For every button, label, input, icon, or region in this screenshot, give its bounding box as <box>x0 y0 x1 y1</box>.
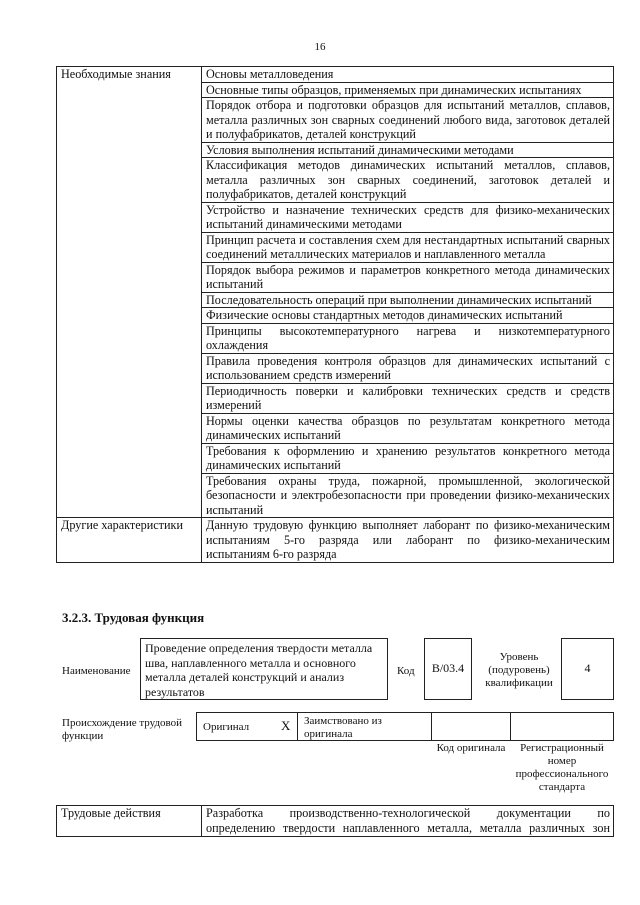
knowledge-label: Необходимые знания <box>57 67 202 518</box>
name-value: Проведение определения твердости металла шва, наплавленного металла и основного металла деталей конструкций и анализ результатов <box>145 641 373 699</box>
knowledge-item: Условия выполнения испытаний динамическими методами <box>202 142 614 158</box>
page-number: 16 <box>314 41 326 53</box>
knowledge-item: Физические основы стандартных методов динамических испытаний <box>202 308 614 324</box>
table-row <box>57 806 614 837</box>
knowledge-item: Требования к оформлению и хранению результатов конкретного метода динамических испытаний <box>202 443 614 473</box>
origin-label: Происхождение трудовой функции <box>62 717 183 742</box>
knowledge-item: Основы металловедения <box>202 67 614 83</box>
name-label: Наименование <box>62 665 131 677</box>
actions-table <box>56 805 614 837</box>
code-box <box>424 638 472 700</box>
borrowed-box <box>297 712 432 741</box>
name-box <box>140 638 388 700</box>
knowledge-item: Нормы оценки качества образцов по результатам конкретного метода динамических испытаний <box>202 413 614 443</box>
knowledge-item: Принцип расчета и составления схем для нестандартных испытаний сварных соединений металлических материалов и наплавленного металла <box>202 232 614 262</box>
knowledge-item: Порядок отбора и подготовки образцов для испытаний металлов, сплавов, металла различных зон сварных соединений любого вида, заготовок деталей и полуфабрикатов, деталей конструкций <box>202 98 614 143</box>
knowledge-item: Классификация методов динамических испытаний металлов, сплавов, металла различных зон сварных соединений, заготовок деталей и полуфабрикатов, деталей конструкций <box>202 158 614 203</box>
section-title: 3.2.3. Трудовая функция <box>62 610 205 625</box>
table-row <box>57 518 614 563</box>
knowledge-item: Принципы высокотемпературного нагрева и низкотемпературного охлаждения <box>202 323 614 353</box>
knowledge-item: Правила проведения контроля образцов для динамических испытаний с использованием средств измерений <box>202 353 614 383</box>
level-box <box>561 638 614 700</box>
reg-number-box <box>510 712 614 741</box>
knowledge-item: Основные типы образцов, применяемых при динамических испытаниях <box>202 82 614 98</box>
other-characteristics-text: Данную трудовую функцию выполняет лаборант по физико-механическим испытаниям 5-го разряда или лаборант по физико-механическим испытаниям 6-го разряда <box>202 518 614 563</box>
borrowed-label: Заимствовано из оригинала <box>304 715 382 740</box>
original-box <box>196 712 298 741</box>
level-value: 4 <box>584 661 591 675</box>
knowledge-item: Порядок выбора режимов и параметров конкретного метода динамических испытаний <box>202 262 614 292</box>
knowledge-item: Последовательность операций при выполнении динамических испытаний <box>202 292 614 308</box>
code-original-box <box>431 712 511 741</box>
code-label: Код <box>397 665 415 677</box>
knowledge-item: Устройство и назначение технических средств для физико-механических испытаний динамическими методами <box>202 202 614 232</box>
level-label: Уровень (подуровень) квалификации <box>485 651 553 689</box>
other-characteristics-label: Другие характеристики <box>57 518 202 563</box>
knowledge-item: Периодичность поверки и калибровки технических средств и средств измерений <box>202 383 614 413</box>
code-value: B/03.4 <box>431 661 465 675</box>
actions-label: Трудовые действия <box>57 806 202 837</box>
code-original-label: Код оригинала <box>436 742 506 754</box>
actions-text: Разработка производственно-технологической документации по определению твердости наплавленного металла, металла различных зон <box>202 806 614 837</box>
original-mark: X <box>281 718 291 733</box>
reg-number-label: Регистрационный номер профессионального стандарта <box>515 742 609 793</box>
knowledge-item: Требования охраны труда, пожарной, промышленной, экологической безопасности и электробезопасности при проведении физико-механических испытаний <box>202 473 614 518</box>
table-row <box>57 67 614 83</box>
knowledge-table <box>56 66 614 563</box>
original-label: Оригинал <box>203 721 250 733</box>
